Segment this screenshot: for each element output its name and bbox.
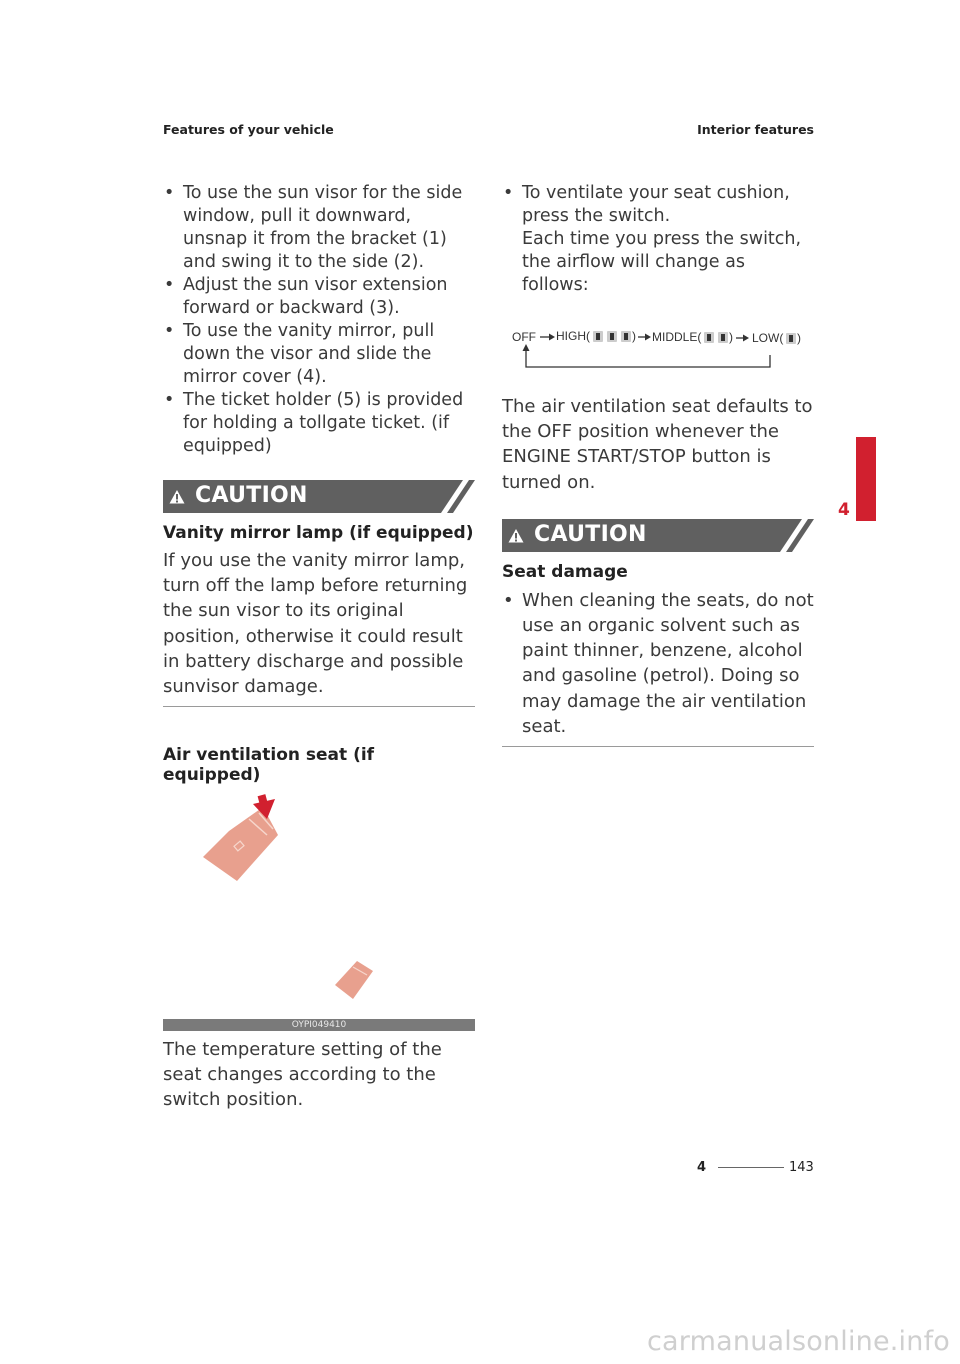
caution-label: CAUTION [534,521,647,547]
ventilation-list [502,182,814,297]
airflow-low-close: ) [797,331,801,345]
seat-switch-small-icon [335,961,373,999]
seat-switch-illustration [163,785,475,1019]
chapter-tab [856,437,876,521]
airflow-bars-middle-icon [704,332,728,343]
list-item: • To ventilate your seat cushion, press the switch. Each time you press the switch, the airflow will change as follows: [503,183,802,295]
default-off-text: The air ventilation seat defaults to the OFF position whenever the ENGINE START/STOP button is turned on. [502,396,813,493]
list-item: • Adjust the sun visor extension forward or backward (3). [164,275,448,318]
airflow-sequence-diagram [502,327,814,375]
airflow-middle-close: ) [729,330,733,344]
caution-text: If you use the vanity mirror lamp, turn off the lamp before returning the sun visor to its original position, otherwise it could result in battery discharge and possible sunvisor damage. [163,550,468,698]
airflow-off: OFF [512,330,536,344]
temperature-setting-text: The temperature setting of the seat changes according to the switch position. [163,1039,442,1111]
caution-subheading: Vanity mirror lamp (if equipped) [163,523,474,543]
list-item: • The ticket holder (5) is provided for holding a tollgate ticket. (if equipped) [164,390,464,456]
caution-banner [163,480,475,513]
list-item: • To use the sun visor for the side window, pull it downward, unsnap it from the bracket (1) and swing it to the side (2). [164,183,463,272]
airflow-middle: MIDDLE( [652,330,702,344]
list-item: • To use the vanity mirror, pull down the visor and slide the mirror cover (4). [164,321,435,387]
section-title: Air ventilation seat (if equipped) [163,745,375,786]
section-divider [502,746,814,747]
right-column [502,182,814,747]
sun-visor-list [163,182,475,458]
airflow-bars-high-icon [593,331,631,342]
footer-page-number: 143 [789,1160,814,1175]
footer-divider [718,1167,784,1168]
airflow-bars-low-icon [786,333,796,344]
airflow-high-close: ) [632,329,636,343]
figure-code: OYPI049410 [163,1019,475,1031]
warning-triangle-icon [508,528,524,543]
list-item: • When cleaning the seats, do not use an organic solvent such as paint thinner, benzene, alcohol and gasoline (petrol). Doing so may damage the air ventilation seat. [503,589,814,737]
seat-damage-list [502,588,814,739]
caution-banner [502,519,814,552]
chapter-tab-number: 4 [838,500,850,520]
caution-stripes [766,519,814,552]
header-chapter-title: Interior features [697,122,814,137]
seat-switch-figure [163,785,475,1031]
header-section-title: Features of your vehicle [163,122,334,137]
section-divider [163,706,475,707]
airflow-high: HIGH( [556,329,590,343]
left-column [163,182,475,785]
caution-label: CAUTION [195,483,308,508]
watermark: carmanualsonline.info [647,1326,950,1357]
footer-chapter-number: 4 [697,1160,707,1175]
airflow-low: LOW( [752,331,784,345]
caution-subheading: Seat damage [502,561,628,582]
caution-stripes [427,480,475,513]
warning-triangle-icon [169,489,185,504]
